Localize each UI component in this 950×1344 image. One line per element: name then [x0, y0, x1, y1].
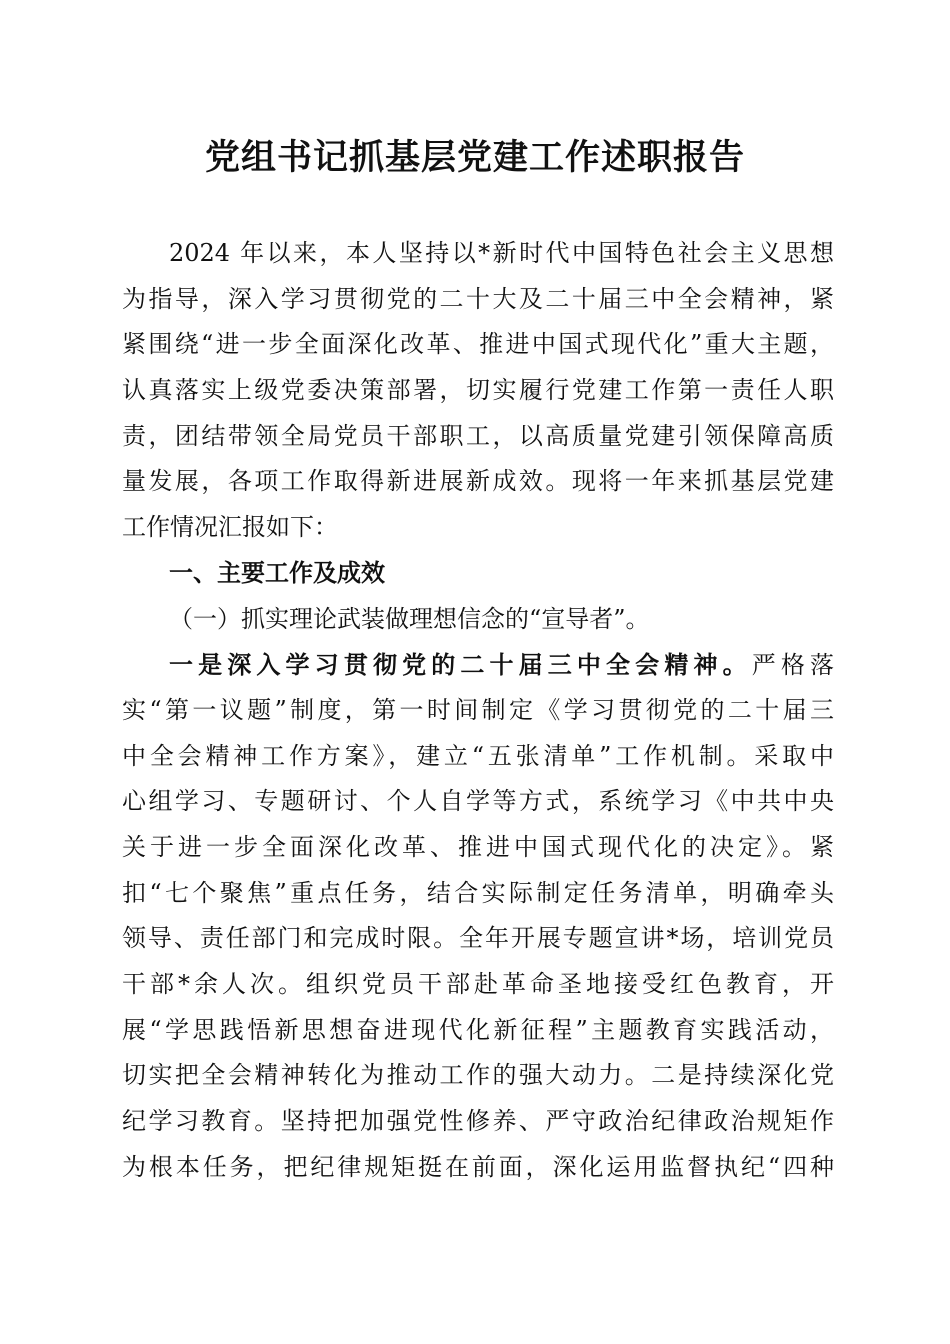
paragraph-lead-rest: 严格落	[751, 651, 835, 680]
paragraph-line: 关于进一步全面深化改革、推进中国式现代化的决定》。紧	[122, 832, 834, 861]
intro-line: 2024 年以来，本人坚持以*新时代中国特色社会主义思想	[169, 239, 834, 267]
page-title: 党组书记抓基层党建工作述职报告	[204, 137, 745, 178]
paragraph-line: 中全会精神工作方案》，建立“五张清单”工作机制。采取中	[122, 741, 834, 770]
section-heading: 一、主要工作及成效	[169, 558, 385, 587]
paragraph-line: 扣“七个聚焦”重点任务，结合实际制定任务清单，明确牵头	[122, 878, 834, 907]
paragraph-line: 实“第一议题”制度，第一时间制定《学习贯彻党的二十届三	[122, 695, 834, 724]
document-body	[122, 231, 834, 1190]
paragraph-line: 展“学思践悟新思想奋进现代化新征程”主题教育实践活动，	[122, 1015, 834, 1044]
paragraph-line-first	[122, 642, 834, 688]
intro-line: 工作情况汇报如下：	[122, 513, 338, 542]
intro-line: 责，团结带领全局党员干部职工，以高质量党建引领保障高质	[122, 421, 834, 450]
paragraph-line: 切实把全会精神转化为推动工作的强大动力。二是持续深化党	[122, 1061, 834, 1090]
intro-line: 为指导，深入学习贯彻党的二十大及二十届三中全会精神，紧	[122, 284, 834, 313]
paragraph-lead: 一是深入学习贯彻党的二十届三中全会精神。	[169, 650, 752, 680]
intro-line: 量发展，各项工作取得新进展新成效。现将一年来抓基层党建	[122, 467, 834, 496]
subsection-heading: （一）抓实理论武装做理想信念的“宣导者”。	[169, 604, 650, 633]
paragraph-line: 纪学习教育。坚持把加强党性修养、严守政治纪律政治规矩作	[122, 1107, 834, 1136]
paragraph-line: 为根本任务，把纪律规矩挺在前面，深化运用监督执纪“四种	[122, 1152, 834, 1181]
intro-line: 紧围绕“进一步全面深化改革、推进中国式现代化”重大主题，	[122, 330, 834, 359]
intro-line: 认真落实上级党委决策部署，切实履行党建工作第一责任人职	[122, 376, 834, 405]
paragraph-line: 干部*余人次。组织党员干部赴革命圣地接受红色教育，开	[122, 970, 834, 998]
paragraph-line: 领导、责任部门和完成时限。全年开展专题宣讲*场，培训党员	[122, 924, 834, 953]
paragraph-line: 心组学习、专题研讨、个人自学等方式，系统学习《中共中央	[122, 787, 834, 816]
